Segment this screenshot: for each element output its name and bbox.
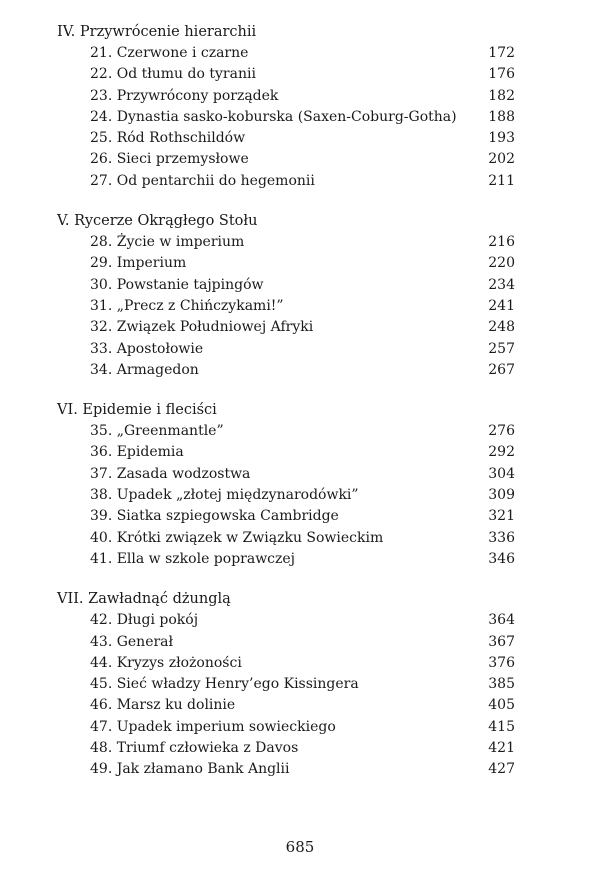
entry-title: 46. Marsz ku dolinie xyxy=(90,697,236,714)
toc-entry xyxy=(57,360,527,381)
entry-title: 42. Długi pokój xyxy=(90,612,199,629)
entry-title: 44. Kryzys złożoności xyxy=(90,654,242,671)
entry-page-number: 234 xyxy=(488,276,515,293)
entry-page-number: 309 xyxy=(488,487,515,504)
toc-section xyxy=(57,400,527,570)
toc-section xyxy=(57,211,527,381)
entry-page-number: 405 xyxy=(488,697,515,714)
entry-title: 29. Imperium xyxy=(90,255,187,272)
entry-page-number: 216 xyxy=(488,234,515,251)
entry-title: 36. Epidemia xyxy=(90,444,184,461)
toc-entry xyxy=(57,339,527,360)
entry-title: 35. „Greenmantle” xyxy=(90,423,224,440)
entry-title: 37. Zasada wodzostwa xyxy=(90,465,251,482)
toc-entry xyxy=(57,549,527,570)
entry-page-number: 276 xyxy=(488,423,515,440)
toc-entry xyxy=(57,107,527,128)
entry-title: 33. Apostołowie xyxy=(90,340,204,357)
entry-page-number: 385 xyxy=(488,676,515,693)
toc-entry xyxy=(57,632,527,653)
entry-title: 48. Triumf człowieka z Davos xyxy=(90,740,299,757)
entry-page-number: 267 xyxy=(488,361,515,378)
toc-entry xyxy=(57,442,527,463)
section-title: VI. Epidemie i fleciści xyxy=(57,402,217,419)
toc-entry xyxy=(57,464,527,485)
entry-page-number: 193 xyxy=(488,130,515,147)
entry-page-number: 172 xyxy=(488,45,515,61)
toc-entry xyxy=(57,128,527,149)
toc-entry xyxy=(57,86,527,107)
entry-page-number: 421 xyxy=(488,740,515,757)
section-title: V. Rycerze Okrągłego Stołu xyxy=(57,213,258,230)
entry-page-number: 176 xyxy=(488,66,515,83)
toc-entry xyxy=(57,674,527,695)
entry-title: 28. Życie w imperium xyxy=(90,234,245,251)
toc-entry xyxy=(57,253,527,274)
entry-page-number: 367 xyxy=(488,633,515,650)
entry-title: 34. Armagedon xyxy=(90,361,199,378)
entry-page-number: 182 xyxy=(488,87,515,104)
entry-title: 31. „Precz z Chińczykami!” xyxy=(90,297,284,314)
toc-entry xyxy=(57,43,527,64)
entry-page-number: 427 xyxy=(488,761,515,778)
toc-entry xyxy=(57,695,527,716)
toc-entry xyxy=(57,653,527,674)
entry-title: 27. Od pentarchii do hegemonii xyxy=(90,172,315,189)
entry-title: 43. Generał xyxy=(90,633,174,650)
toc-entry xyxy=(57,506,527,527)
entry-page-number: 188 xyxy=(488,108,515,125)
entry-page-number: 211 xyxy=(488,172,515,189)
entry-title: 23. Przywrócony porządek xyxy=(90,87,279,104)
entry-title: 26. Sieci przemysłowe xyxy=(90,151,249,168)
toc-section xyxy=(57,589,527,780)
entry-page-number: 241 xyxy=(488,297,515,314)
entry-page-number: 257 xyxy=(488,340,515,357)
toc-entry xyxy=(57,421,527,442)
entry-title: 47. Upadek imperium sowieckiego xyxy=(90,718,336,735)
toc-entry xyxy=(57,149,527,170)
entry-page-number: 415 xyxy=(488,718,515,735)
toc-entry xyxy=(57,759,527,780)
toc-entry xyxy=(57,528,527,549)
section-title: IV. Przywrócenie hierarchii xyxy=(57,24,257,40)
entry-title: 41. Ella w szkole poprawczej xyxy=(90,550,296,567)
entry-title: 30. Powstanie tajpingów xyxy=(90,276,264,293)
toc-entry xyxy=(57,738,527,759)
entry-title: 40. Krótki związek w Związku Sowieckim xyxy=(90,529,384,546)
entry-page-number: 376 xyxy=(488,654,515,671)
entry-page-number: 220 xyxy=(488,255,515,272)
entry-title: 24. Dynastia sasko-koburska (Saxen-Coburg-Gotha) xyxy=(90,108,457,125)
toc-entry xyxy=(57,610,527,631)
toc-entry xyxy=(57,296,527,317)
entry-page-number: 364 xyxy=(488,612,515,629)
entry-page-number: 292 xyxy=(488,444,515,461)
entry-page-number: 248 xyxy=(488,319,515,336)
entry-title: 21. Czerwone i czarne xyxy=(90,45,249,61)
toc-entry xyxy=(57,232,527,253)
entry-page-number: 202 xyxy=(488,151,515,168)
entry-title: 39. Siatka szpiegowska Cambridge xyxy=(90,508,339,525)
page-number: 685 xyxy=(285,838,315,856)
toc-entry xyxy=(57,485,527,506)
entry-page-number: 321 xyxy=(488,508,515,525)
toc-entry xyxy=(57,317,527,338)
toc-entry xyxy=(57,717,527,738)
entry-page-number: 336 xyxy=(488,529,515,546)
section-title: VII. Zawładnąć dżunglą xyxy=(57,591,231,608)
entry-title: 45. Sieć władzy Henry’ego Kissingera xyxy=(90,676,359,693)
entry-page-number: 346 xyxy=(488,550,515,567)
toc-section xyxy=(57,22,527,192)
toc-entry xyxy=(57,171,527,192)
toc-entry xyxy=(57,64,527,85)
entry-page-number: 304 xyxy=(488,465,515,482)
table-of-contents xyxy=(57,22,527,800)
entry-title: 32. Związek Południowej Afryki xyxy=(90,319,314,336)
entry-title: 38. Upadek „złotej międzynarodówki” xyxy=(90,487,359,504)
entry-title: 49. Jak złamano Bank Anglii xyxy=(90,761,290,778)
entry-title: 25. Ród Rothschildów xyxy=(90,130,246,147)
toc-entry xyxy=(57,275,527,296)
entry-title: 22. Od tłumu do tyranii xyxy=(90,66,256,83)
